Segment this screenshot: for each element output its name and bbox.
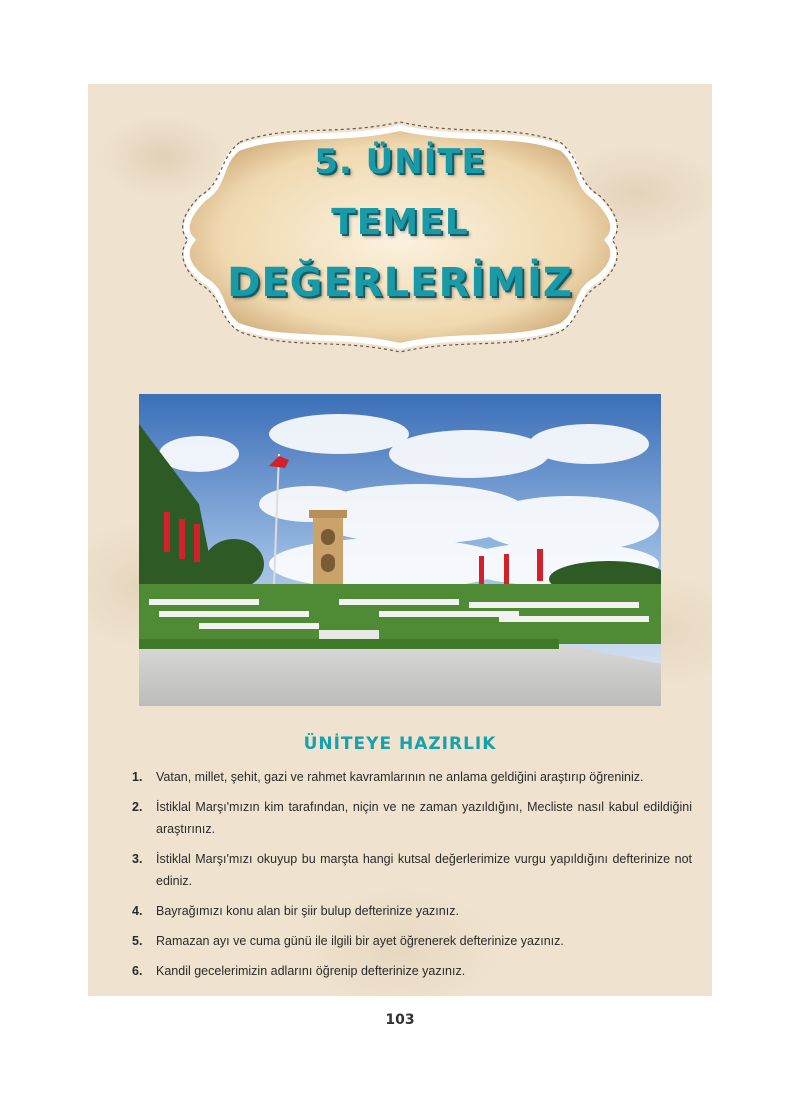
list-item [132, 930, 692, 952]
item-text: Ramazan ayı ve cuma günü ile ilgili bir ayet öğrenerek defterinize yazınız. [156, 934, 564, 948]
item-number: 3. [132, 852, 143, 866]
item-text: Bayrağımızı konu alan bir şiir bulup defterinize yazınız. [156, 904, 459, 918]
unit-title-cartouche [178, 120, 622, 354]
item-number: 5. [132, 934, 143, 948]
list-item [132, 766, 692, 788]
item-text: Kandil gecelerimizin adlarını öğrenip defterinize yazınız. [156, 964, 466, 978]
item-number: 4. [132, 904, 143, 918]
unit-number-title: 5. ÜNİTE [314, 142, 486, 182]
item-text: İstiklal Marşı'mızın kim tarafından, niçin ve ne zaman yazıldığını, Mecliste nasıl kabul edildiğini araştırınız. [156, 800, 692, 836]
unit-title-line-2: DEĞERLERİMİZ [227, 260, 573, 306]
item-number: 2. [132, 800, 143, 814]
list-item [132, 960, 692, 982]
page-number: 103 [385, 1012, 415, 1028]
preparation-list [132, 766, 692, 990]
unit-title-line-1: TEMEL [331, 202, 469, 243]
list-item [132, 848, 692, 892]
section-heading: ÜNİTEYE HAZIRLIK [303, 734, 497, 754]
list-item [132, 796, 692, 840]
item-text: Vatan, millet, şehit, gazi ve rahmet kavramlarının ne anlama geldiğini araştırıp öğreniniz. [156, 770, 644, 784]
memorial-photo [139, 394, 661, 706]
item-number: 6. [132, 964, 143, 978]
monument [309, 510, 347, 584]
list-item [132, 900, 692, 922]
item-text: İstiklal Marşı'mızı okuyup bu marşta hangi kutsal değerlerimize vurgu yapıldığını defterinize not ediniz. [156, 852, 692, 888]
item-number: 1. [132, 770, 143, 784]
